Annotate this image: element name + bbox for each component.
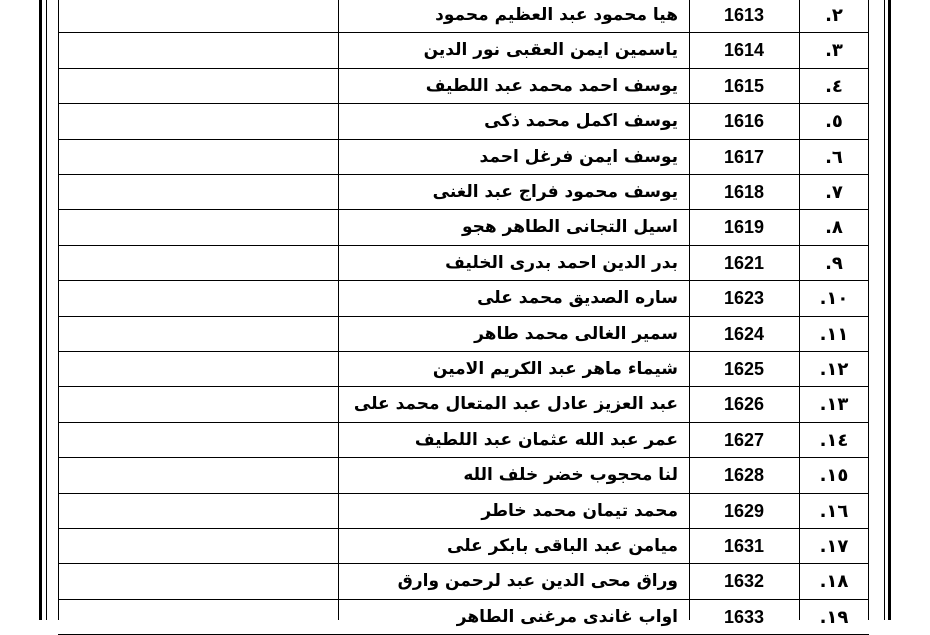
row-index: .١٣ [819, 394, 849, 415]
student-name: ساره الصديق محمد على [477, 288, 678, 308]
row-index: .٧ [825, 182, 843, 203]
page-border-left-inner [46, 0, 47, 620]
student-id: 1614 [723, 40, 765, 60]
row-index: .١٨ [819, 571, 849, 592]
student-name: لنا محجوب خضر خلف الله [463, 465, 678, 485]
row-index: .١٠ [819, 288, 849, 309]
student-name: عبد العزيز عادل عبد المتعال محمد على [353, 394, 678, 414]
page-border-right-inner [884, 0, 885, 620]
page-border-right [888, 0, 891, 620]
student-id: 1631 [723, 536, 765, 556]
row-index: .٦ [825, 147, 843, 168]
table-row [58, 564, 869, 599]
student-table [58, 0, 869, 628]
table-row [58, 175, 869, 210]
table-row [58, 69, 869, 104]
student-name: شيماء ماهر عبد الكريم الامين [432, 359, 678, 379]
student-name: هيا محمود عبد العظيم محمود [435, 5, 678, 25]
row-index: .١٦ [819, 501, 849, 522]
table-row [58, 458, 869, 493]
row-index: .٩ [825, 253, 843, 274]
student-name: محمد تيمان محمد خاطر [481, 501, 678, 521]
student-name: بدر الدين احمد بدرى الخليف [445, 253, 678, 273]
row-index: .٨ [825, 217, 843, 238]
table-row [58, 600, 869, 635]
student-name: وراق محى الدين عبد لرحمن وارق [397, 571, 678, 591]
table-row [58, 33, 869, 68]
row-index: .٤ [825, 76, 843, 97]
student-name: عمر عبد الله عثمان عبد اللطيف [414, 430, 678, 450]
table-row [58, 210, 869, 245]
student-name: يوسف ايمن فرغل احمد [479, 147, 678, 167]
table-row [58, 140, 869, 175]
student-id: 1625 [723, 359, 765, 379]
student-id: 1624 [723, 324, 765, 344]
row-index: .١٩ [819, 607, 849, 628]
table-row [58, 104, 869, 139]
table-row [58, 246, 869, 281]
student-name: ياسمين ايمن العقبى نور الدين [423, 40, 678, 60]
student-id: 1623 [723, 288, 765, 308]
table-row [58, 317, 869, 352]
student-name: ميامن عبد الباقى بابكر على [447, 536, 678, 556]
table-row [58, 281, 869, 316]
student-id: 1632 [723, 571, 765, 591]
student-id: 1617 [723, 147, 765, 167]
row-index: .١٥ [819, 465, 849, 486]
student-id: 1628 [723, 465, 765, 485]
student-id: 1626 [723, 394, 765, 414]
student-name: اواب غاندى مرغنى الطاهر [456, 607, 678, 627]
table-row [58, 387, 869, 422]
row-index: .١١ [819, 324, 849, 345]
page-border-left [39, 0, 42, 620]
table-row [58, 529, 869, 564]
student-name: اسيل التجانى الطاهر هجو [462, 217, 678, 237]
table-row [58, 0, 869, 33]
student-id: 1619 [723, 217, 765, 237]
student-id: 1629 [723, 501, 765, 521]
row-index: .٥ [825, 111, 843, 132]
student-id: 1633 [723, 607, 765, 627]
table-row [58, 352, 869, 387]
student-id: 1616 [723, 111, 765, 131]
table-row [58, 423, 869, 458]
row-index: .٢ [825, 5, 843, 26]
student-id: 1621 [723, 253, 765, 273]
row-index: .١٤ [819, 430, 849, 451]
table-row [58, 494, 869, 529]
student-id: 1613 [723, 5, 765, 25]
row-index: .١٧ [819, 536, 849, 557]
row-index: .٣ [825, 40, 843, 61]
student-name: يوسف احمد محمد عبد اللطيف [425, 76, 678, 96]
student-name: يوسف محمود فراج عبد الغنى [432, 182, 678, 202]
row-index: .١٢ [819, 359, 849, 380]
student-name: يوسف اكمل محمد ذكى [484, 111, 678, 131]
student-id: 1618 [723, 182, 765, 202]
student-id: 1615 [723, 76, 765, 96]
student-id: 1627 [723, 430, 765, 450]
student-name: سمير الغالى محمد طاهر [474, 324, 678, 344]
